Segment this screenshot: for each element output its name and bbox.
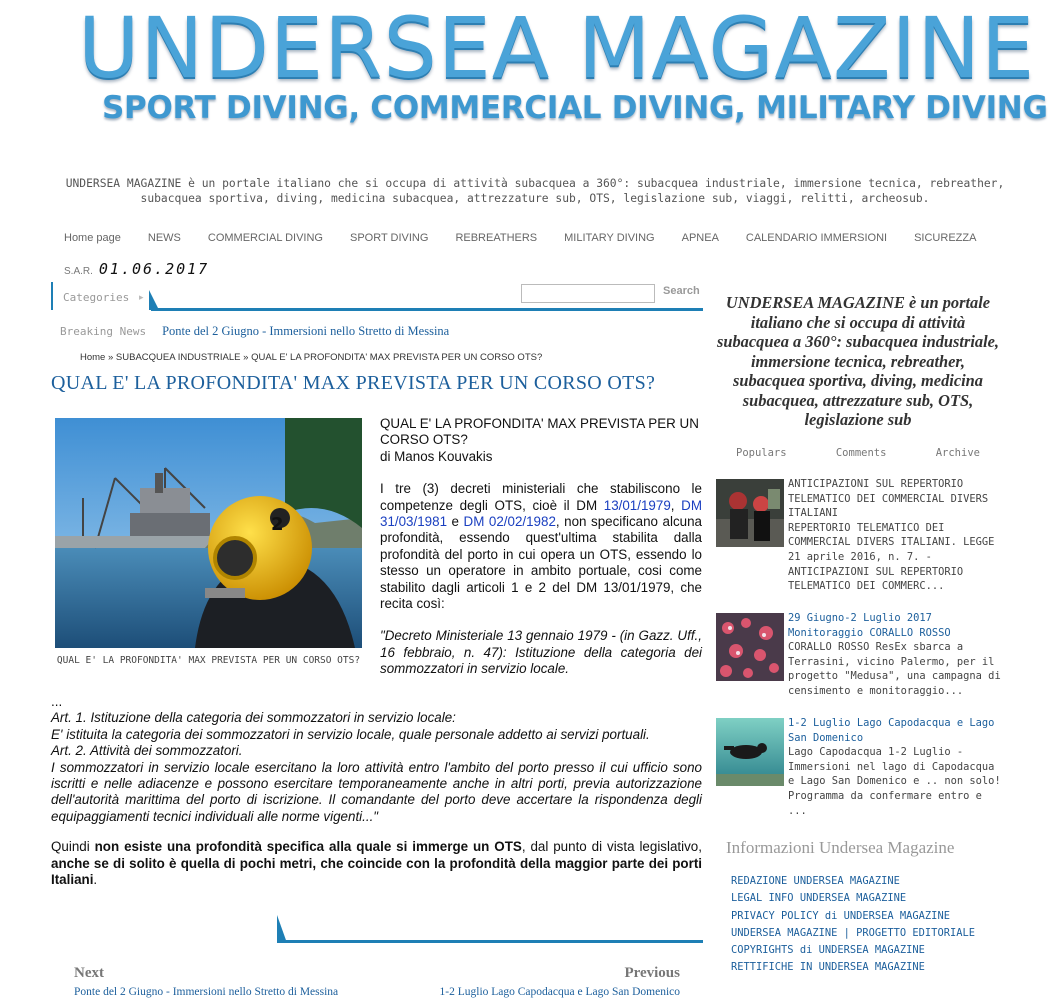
- sidebar-tabs: [736, 447, 980, 459]
- post-title-link[interactable]: ANTICIPAZIONI SUL REPERTORIO TELEMATICO DEI COMMERCIAL DIVERS ITALIANI: [788, 478, 989, 520]
- post-title-link[interactable]: 29 Giugno-2 Luglio 2017 Monitoraggio CORALLO ROSSO: [788, 612, 951, 639]
- next-post: [74, 964, 338, 1000]
- tab-comments[interactable]: Comments: [835, 447, 887, 459]
- nav-item-home[interactable]: Home page: [64, 232, 121, 244]
- article-headline: QUAL E' LA PROFONDITA' MAX PREVISTA PER UN CORSO OTS?: [380, 416, 699, 448]
- art2-text: I sommozzatori in servizio locale esercitano la loro attività entro l'ambito del porto presso il cui ufficio sono iscritti e nelle adiacenze e possono esercitare temporaneamente anche in altri porti, previa autorizzazione dell'autorità marittima del porto di iscrizione. Il comandante del porto deve accertare la rispondenza degli equipaggiamenti tecnici individuali alle norme vigenti...": [51, 759, 702, 824]
- art1-title: Art. 1. Istituzione della categoria dei sommozzatori in servizio locale:: [51, 710, 456, 726]
- article-conclusion: [51, 839, 702, 888]
- breaking-news-link[interactable]: Ponte del 2 Giugno - Immersioni nello Stretto di Messina: [162, 324, 450, 338]
- dm-1981-link[interactable]: DM 31/03/1981: [380, 497, 702, 530]
- dm-1979-link[interactable]: 13/01/1979: [603, 497, 671, 513]
- nav-item-sicurezza[interactable]: SICUREZZA: [914, 232, 977, 244]
- conclusion-text: , dal punto di vista legislativo,: [521, 839, 702, 855]
- next-label: Next: [74, 965, 104, 981]
- article-end-rule: [277, 915, 703, 945]
- nav-item-calendario[interactable]: CALENDARIO IMMERSIONI: [745, 232, 888, 244]
- categories-divider: [51, 282, 53, 310]
- art1-text: E' istituita la categoria dei sommozzatori in servizio locale, quale personale addetto ai servizi portuali.: [51, 726, 650, 742]
- post-excerpt: REPERTORIO TELEMATICO DEI COMMERCIAL DIVERS ITALIANI. LEGGE 21 aprile 2016, n. 7. - ANTICIPAZIONI SUL REPERTORIO TELEMATICO DEI COMMERC...: [788, 521, 995, 593]
- site-tagline: SPORT DIVING, COMMERCIAL DIVING, MILITARY DIVING: [102, 90, 1048, 126]
- info-link-privacy[interactable]: PRIVACY POLICY di UNDERSEA MAGAZINE: [731, 909, 950, 922]
- conclusion-bold: non esiste una profondità specifica alla quale si immerge un OTS: [94, 839, 522, 855]
- post-text: [788, 716, 1004, 818]
- post-thumbnail[interactable]: [716, 479, 784, 547]
- post-excerpt: Lago Capodacqua 1-2 Luglio - Immersioni nel lago di Capodacqua e Lago San Domenico e .. non solo! Programma da confermare entro e ...: [788, 746, 1001, 817]
- breadcrumb-separator: »: [243, 352, 249, 363]
- previous-post: [425, 964, 680, 1000]
- site-intro-text: UNDERSEA MAGAZINE è un portale italiano che si occupa di attività subacquea a 360°: subacquea industriale, immersione tecnica, rebreather, subacquea sportiva, diving, medicina subacquea, attrezzature sub, OTS, legislazione sub, viaggi, relitti, archeosub.: [65, 177, 1005, 205]
- article-body: [51, 694, 702, 888]
- info-link-copyrights[interactable]: COPYRIGHTS di UNDERSEA MAGAZINE: [731, 944, 925, 957]
- info-link-progetto[interactable]: UNDERSEA MAGAZINE | PROGETTO EDITORIALE: [731, 926, 975, 939]
- accent-rule: [151, 308, 703, 311]
- photo-caption: QUAL E' LA PROFONDITA' MAX PREVISTA PER UN CORSO OTS?: [56, 655, 361, 666]
- accent-tick: [277, 915, 287, 943]
- site-logo-title[interactable]: UNDERSEA MAGAZINE: [78, 0, 1036, 97]
- search-input[interactable]: [521, 284, 655, 303]
- date-display: [64, 260, 209, 279]
- article-intro-column: [380, 416, 702, 678]
- tab-archive[interactable]: Archive: [935, 447, 980, 459]
- article-byline: di Manos Kouvakis: [380, 448, 493, 464]
- info-links: [731, 873, 975, 977]
- breadcrumb-current: QUAL E' LA PROFONDITA' MAX PREVISTA PER UN CORSO OTS?: [251, 352, 543, 363]
- conclusion-bold: anche se di solito è quella di pochi metri, che coincide con la profondità della maggior parte dei porti Italiani: [51, 855, 702, 888]
- paragraph-text: I tre (3) decreti ministeriali che stabiliscono le competenze degli OTS, cioè il DM: [380, 481, 702, 513]
- previous-post-link[interactable]: 1-2 Luglio Lago Capodacqua e Lago San Domenico: [439, 986, 680, 998]
- post-title-link[interactable]: 1-2 Luglio Lago Capodacqua e Lago San Domenico: [788, 717, 995, 744]
- nav-item-news[interactable]: NEWS: [147, 232, 181, 244]
- main-nav: [64, 232, 1003, 244]
- post-thumbnail[interactable]: [716, 718, 784, 786]
- breadcrumb-separator: »: [107, 352, 114, 363]
- dm-1982-link[interactable]: DM 02/02/1982: [463, 514, 556, 530]
- breadcrumb: [80, 352, 542, 363]
- post-text: [788, 477, 1004, 594]
- article-paragraph: [380, 481, 702, 612]
- triangle-right-icon: ▸: [139, 292, 144, 302]
- conclusion-text: Quindi: [51, 839, 95, 855]
- date-prefix: S.A.R.: [64, 266, 93, 277]
- breaking-news-label: Breaking News: [60, 325, 147, 338]
- post-text: [788, 611, 1004, 699]
- accent-tick: [149, 290, 159, 310]
- paragraph-text: e: [447, 514, 464, 530]
- next-post-link[interactable]: Ponte del 2 Giugno - Immersioni nello Stretto di Messina: [74, 986, 339, 998]
- svg-text:2: 2: [271, 514, 284, 535]
- paragraph-text: , non specificano alcuna profondità, essendo quest'ultima stabilita dalla profondità del porto in cui opera un OTS, essendo lo stesso un operatore in ambito portuale, cosi come stabilito dagli articoli 1 e 2 del DM 13/01/1979, che recita così:: [380, 514, 702, 612]
- conclusion-text: .: [93, 872, 98, 888]
- date-value: 01.06.2017: [98, 260, 210, 278]
- nav-item-rebreathers[interactable]: REBREATHERS: [455, 232, 538, 244]
- accent-rule: [279, 940, 703, 943]
- previous-label: Previous: [624, 965, 680, 981]
- art2-title: Art. 2. Attività dei sommozzatori.: [51, 743, 243, 759]
- breadcrumb-home[interactable]: Home: [80, 352, 106, 363]
- nav-item-commercial-diving[interactable]: COMMERCIAL DIVING: [207, 232, 323, 244]
- info-link-rettifiche[interactable]: RETTIFICHE IN UNDERSEA MAGAZINE: [731, 961, 925, 974]
- breadcrumb-category[interactable]: SUBACQUEA INDUSTRIALE: [115, 352, 241, 363]
- post-thumbnail[interactable]: [716, 613, 784, 681]
- ellipsis: ...: [51, 694, 63, 709]
- page-title: QUAL E' LA PROFONDITA' MAX PREVISTA PER UN CORSO OTS?: [51, 372, 656, 394]
- breaking-news: [60, 322, 449, 340]
- paragraph-text: ,: [670, 497, 682, 513]
- tab-populars[interactable]: Populars: [736, 447, 787, 459]
- post-excerpt: CORALLO ROSSO ResEx sbarca a Terrasini, vicino Palermo, per il progetto "Medusa", una campagna di censimento e monitoraggio...: [788, 641, 1001, 697]
- info-link-legal[interactable]: LEGAL INFO UNDERSEA MAGAZINE: [731, 892, 907, 905]
- nav-item-sport-diving[interactable]: SPORT DIVING: [349, 232, 429, 244]
- info-section-title: Informazioni Undersea Magazine: [726, 838, 955, 857]
- categories-search-bar: [51, 282, 703, 312]
- nav-item-military-diving[interactable]: MILITARY DIVING: [564, 232, 655, 244]
- info-link-redazione[interactable]: REDAZIONE UNDERSEA MAGAZINE: [731, 875, 900, 887]
- nav-item-apnea[interactable]: APNEA: [681, 232, 719, 244]
- search-button[interactable]: Search: [659, 285, 704, 297]
- decree-quote: "Decreto Ministeriale 13 gennaio 1979 - (in Gazz. Uff., 16 febbraio, n. 47): Istituzione della categoria dei sommozzatori in servizio locale.: [380, 628, 702, 677]
- article-photo: [55, 418, 362, 648]
- categories-dropdown[interactable]: Categories: [63, 291, 130, 304]
- sidebar-intro: UNDERSEA MAGAZINE è un portale italiano che si occupa di attività subacquea a 360°: subacquea industriale, immersione tecnica, rebreather, subacquea sportiva, diving, medicina subacquea, attrezzature sub, OTS, legislazione sub: [716, 293, 1000, 429]
